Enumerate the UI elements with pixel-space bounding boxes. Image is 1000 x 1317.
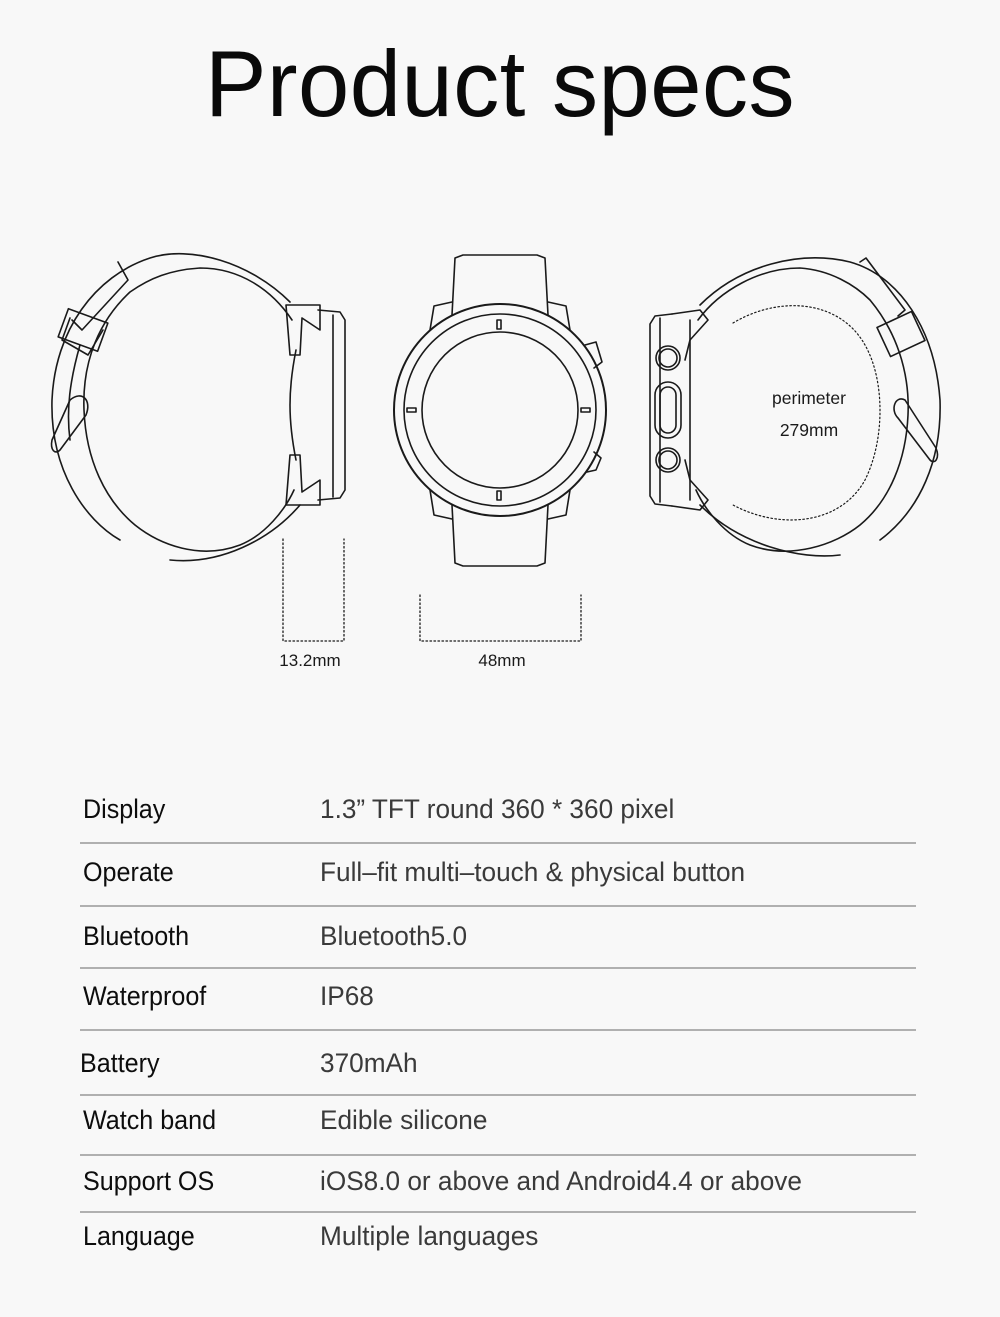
page-title: Product specs <box>204 31 796 136</box>
spec-key: Display <box>83 794 166 824</box>
watch-front-view-icon <box>394 255 606 566</box>
spec-key: Battery <box>80 1048 160 1078</box>
spec-value: iOS8.0 or above and Android4.4 or above <box>320 1166 802 1196</box>
spec-value: IP68 <box>320 981 374 1011</box>
spec-value: Bluetooth5.0 <box>320 921 468 951</box>
spec-value: Full–fit multi–touch & physical button <box>320 857 746 887</box>
spec-key: Operate <box>83 857 174 887</box>
row-separator <box>80 905 916 907</box>
spec-key: Watch band <box>83 1105 217 1135</box>
row-separator <box>80 842 916 844</box>
row-separator <box>80 1211 916 1213</box>
perimeter-label: perimeter <box>772 388 846 408</box>
spec-value: Multiple languages <box>320 1221 539 1251</box>
dimension-brackets <box>283 539 581 641</box>
row-separator <box>80 1094 916 1096</box>
row-separator <box>80 1029 916 1031</box>
spec-key: Waterproof <box>83 981 207 1011</box>
watch-side-view-left-icon <box>52 254 345 561</box>
spec-value: Edible silicone <box>320 1105 488 1135</box>
spec-value: 1.3” TFT round 360 * 360 pixel <box>320 794 675 824</box>
width-dimension-label: 48mm <box>478 651 526 670</box>
row-separator <box>80 1154 916 1156</box>
spec-value: 370mAh <box>320 1048 418 1078</box>
spec-key: Bluetooth <box>83 921 190 951</box>
row-separator <box>80 967 916 969</box>
spec-key: Support OS <box>83 1166 215 1196</box>
perimeter-value: 279mm <box>779 420 839 440</box>
thickness-dimension-label: 13.2mm <box>279 651 341 670</box>
watch-illustrations <box>0 240 1000 690</box>
spec-key: Language <box>83 1221 195 1251</box>
perimeter-annotation <box>749 382 869 446</box>
